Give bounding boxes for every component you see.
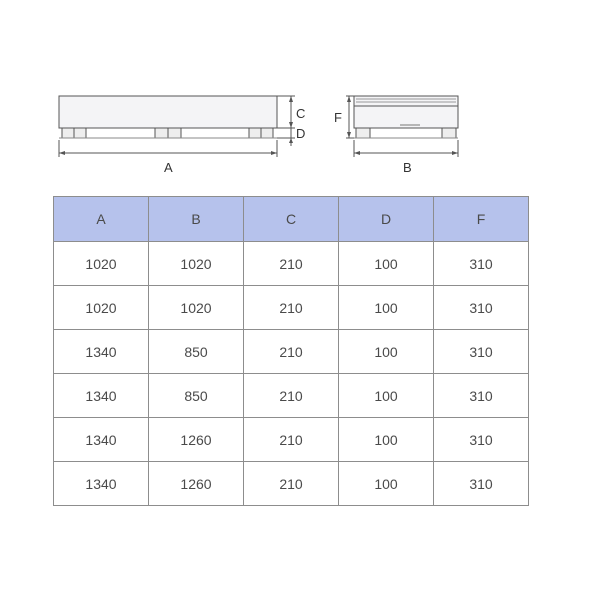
table-cell: 850	[149, 374, 244, 418]
table-cell: 210	[244, 418, 339, 462]
header-cell: F	[434, 197, 529, 242]
table-header-row	[54, 197, 529, 242]
table-cell: 100	[339, 330, 434, 374]
table-cell: 210	[244, 286, 339, 330]
label-d: D	[296, 126, 306, 141]
side-view	[346, 96, 458, 157]
table-cell: 310	[434, 418, 529, 462]
table-cell: 100	[339, 242, 434, 286]
table-row	[54, 330, 529, 374]
table-cell: 210	[244, 330, 339, 374]
table-row	[54, 462, 529, 506]
technical-drawing	[0, 0, 600, 190]
table-cell: 310	[434, 286, 529, 330]
table-cell: 210	[244, 242, 339, 286]
table-cell: 100	[339, 374, 434, 418]
side-view-lid	[354, 96, 458, 106]
table-cell: 1340	[54, 462, 149, 506]
front-view-body	[59, 96, 277, 128]
table-cell: 1020	[149, 242, 244, 286]
table-cell: 1020	[54, 286, 149, 330]
table-row	[54, 374, 529, 418]
label-a: A	[164, 160, 173, 175]
table-row	[54, 286, 529, 330]
table-cell: 1340	[54, 330, 149, 374]
table-cell: 310	[434, 462, 529, 506]
table-cell: 100	[339, 462, 434, 506]
table-row	[54, 242, 529, 286]
side-view-foot-right	[442, 128, 456, 138]
table-cell: 100	[339, 418, 434, 462]
table-cell: 850	[149, 330, 244, 374]
table-cell: 1340	[54, 374, 149, 418]
table-cell: 310	[434, 242, 529, 286]
dimensions-table	[53, 196, 529, 506]
side-view-foot-left	[356, 128, 370, 138]
table-cell: 1020	[149, 286, 244, 330]
table-cell: 310	[434, 374, 529, 418]
table-cell: 1260	[149, 462, 244, 506]
table-row	[54, 418, 529, 462]
label-f: F	[334, 110, 342, 125]
label-b: B	[403, 160, 412, 175]
header-cell: C	[244, 197, 339, 242]
label-c: C	[296, 106, 306, 121]
table-cell: 1340	[54, 418, 149, 462]
front-view	[59, 96, 295, 157]
header-cell: D	[339, 197, 434, 242]
table-cell: 1020	[54, 242, 149, 286]
table-cell: 100	[339, 286, 434, 330]
table-cell: 210	[244, 462, 339, 506]
header-cell: B	[149, 197, 244, 242]
table-cell: 210	[244, 374, 339, 418]
table-cell: 310	[434, 330, 529, 374]
header-cell: A	[54, 197, 149, 242]
table-cell: 1260	[149, 418, 244, 462]
